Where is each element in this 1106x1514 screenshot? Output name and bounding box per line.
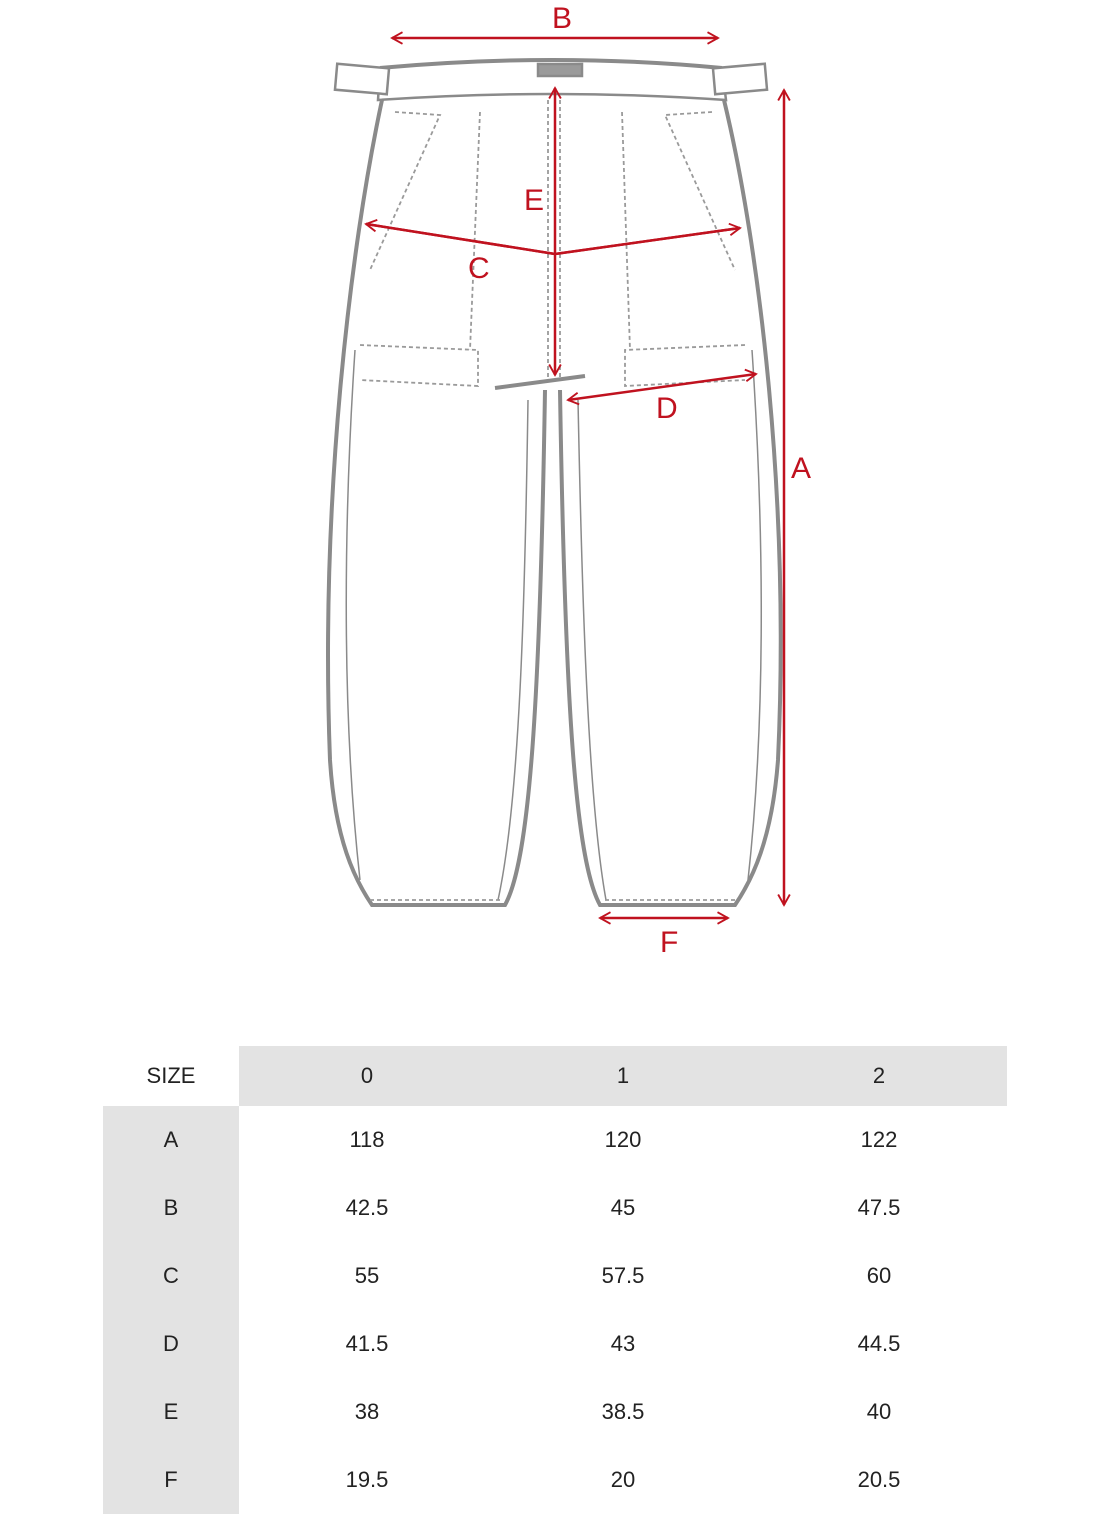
label-b: B	[552, 2, 573, 35]
table-cell: 120	[604, 1127, 642, 1152]
row-label: B	[103, 1174, 239, 1242]
table-cell: 38	[354, 1399, 380, 1424]
table-row	[103, 1174, 1007, 1242]
row-label: F	[103, 1446, 239, 1514]
size-column-2: 2	[751, 1046, 1007, 1106]
label-e: E	[524, 184, 545, 217]
table-cell: 38.5	[601, 1399, 645, 1424]
label-f: F	[660, 926, 679, 959]
size-header-label: SIZE	[103, 1046, 239, 1106]
table-cell: 41.5	[345, 1331, 389, 1356]
row-label: D	[103, 1310, 239, 1378]
table-cell: 19.5	[345, 1467, 389, 1492]
table-row	[103, 1310, 1007, 1378]
table-cell: 57.5	[601, 1263, 645, 1288]
table-row	[103, 1446, 1007, 1514]
table-row	[103, 1106, 1007, 1174]
table-cell: 40	[866, 1399, 892, 1424]
label-d: D	[656, 392, 678, 425]
label-a: A	[791, 452, 812, 485]
size-chart-table	[103, 1046, 1007, 1514]
table-cell: 20	[610, 1467, 636, 1492]
table-cell: 55	[354, 1263, 380, 1288]
table-cell: 60	[866, 1263, 892, 1288]
table-cell: 118	[349, 1127, 385, 1152]
label-c: C	[468, 252, 490, 285]
table-cell: 122	[860, 1127, 898, 1152]
row-label: E	[103, 1378, 239, 1446]
table-cell: 47.5	[857, 1195, 901, 1220]
table-cell: 44.5	[857, 1331, 901, 1356]
size-column-1: 1	[495, 1046, 751, 1106]
table-row	[103, 1378, 1007, 1446]
table-header-row	[103, 1046, 1007, 1106]
row-label: C	[103, 1242, 239, 1310]
table-cell: 45	[610, 1195, 636, 1220]
table-row	[103, 1242, 1007, 1310]
table-cell: 20.5	[857, 1467, 901, 1492]
row-label: A	[103, 1106, 239, 1174]
size-column-0: 0	[239, 1046, 495, 1106]
table-cell: 43	[610, 1331, 636, 1356]
table-cell: 42.5	[345, 1195, 389, 1220]
